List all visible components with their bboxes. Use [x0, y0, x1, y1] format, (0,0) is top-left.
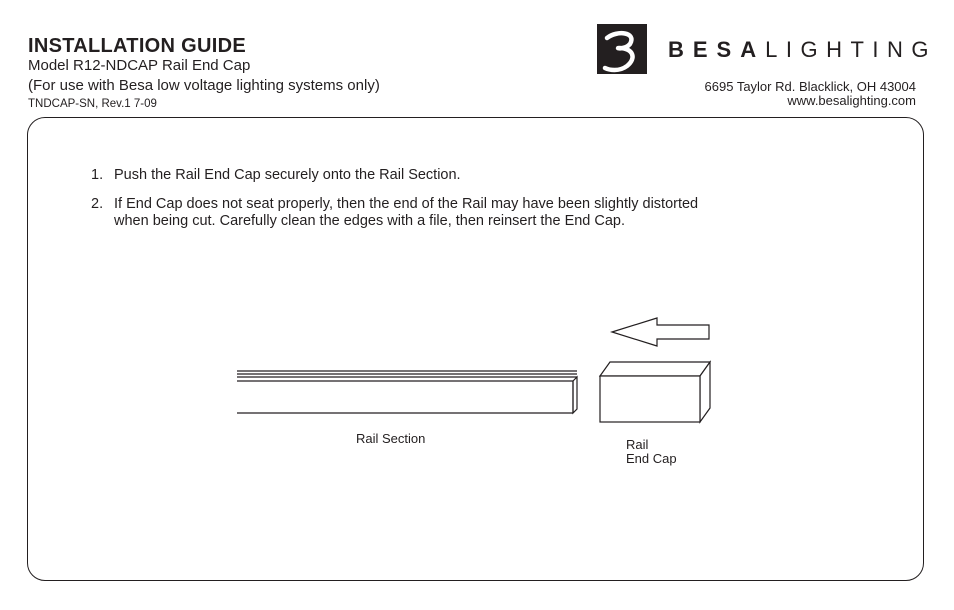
step-text-line: when being cut. Carefully clean the edges with a file, then reinsert the End Cap.: [114, 213, 626, 229]
rail-section-label: Rail Section: [356, 431, 426, 446]
end-cap-label-line: End Cap: [626, 451, 677, 466]
company-address: 6695 Taylor Rd. Blacklick, OH 43004: [704, 79, 916, 94]
step-text: Push the Rail End Cap securely onto the Rail Section.: [114, 167, 461, 183]
step-number: 2.: [91, 196, 104, 212]
usage-note: (For use with Besa low voltage lighting systems only): [28, 77, 380, 94]
end-cap-label: [626, 438, 677, 466]
guide-title: INSTALLATION GUIDE: [28, 35, 246, 57]
rail-section-drawing: [237, 371, 577, 413]
end-cap-label-line: Rail: [626, 437, 649, 452]
brand-name-bold: BESA: [668, 37, 766, 62]
left-arrow-icon: [612, 318, 709, 346]
end-cap-drawing: [600, 362, 710, 422]
model-name: Model R12-NDCAP Rail End Cap: [28, 57, 251, 74]
company-website: www.besalighting.com: [787, 93, 916, 108]
brand-name-light: LIGHTING: [765, 37, 938, 62]
step-number: 1.: [91, 167, 104, 183]
document-number: TNDCAP-SN, Rev.1 7-09: [28, 98, 157, 110]
step-text-line: If End Cap does not seat properly, then the end of the Rail may have been slightly distorted: [114, 196, 699, 212]
